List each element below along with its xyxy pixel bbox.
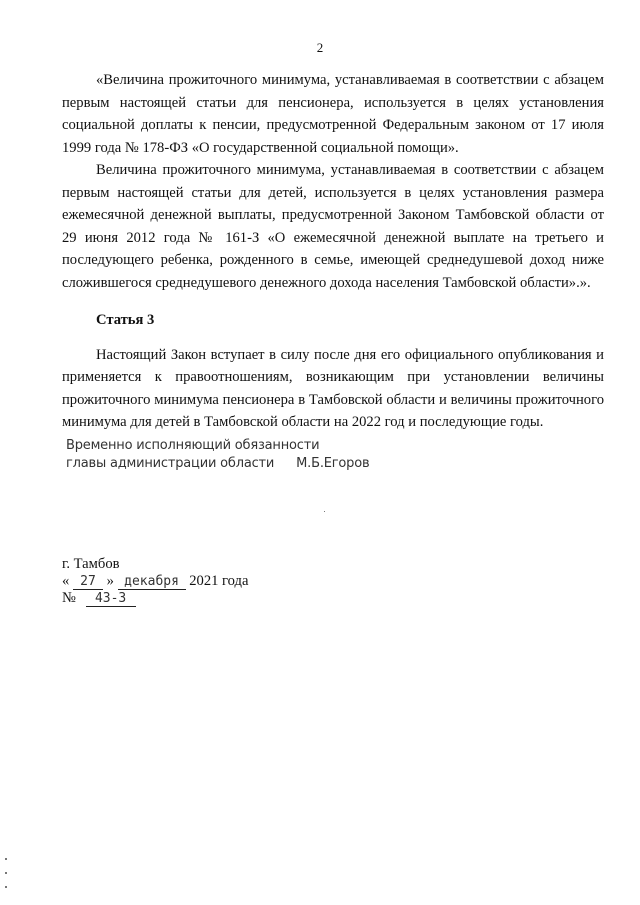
scan-speck bbox=[5, 858, 7, 860]
date-quote-close: » bbox=[106, 573, 114, 589]
law-number: 43-З bbox=[86, 592, 136, 607]
scan-speck bbox=[5, 872, 7, 874]
city: г. Тамбов bbox=[62, 556, 120, 572]
date-year: 2021 года bbox=[189, 573, 249, 589]
signatory-name: М.Б.Егоров bbox=[296, 456, 370, 471]
paragraph-pensioner: «Величина прожиточного минимума, устанавливаемая в соответствии с абзацем первым настоящей статьи для пенсионера, используется в целях установления социальной доплаты к пенсии, предусмотренной Федеральным законом от 17 июля 1999 года № 178-ФЗ «О государственной социальной помощи». bbox=[62, 72, 604, 156]
signature-title-text: главы администрации области bbox=[66, 456, 275, 471]
document-body bbox=[62, 69, 604, 434]
paragraph-children: Величина прожиточного минимума, устанавливаемая в соответствии с абзацем первым настоящей статьи для детей, используется в целях установления размера ежемесячной денежной выплаты, предусмотренной Законом Тамбовской области от 29 июня 2012 года № 161-З «О ежемесячной денежной выплате на третьего и последующего ребенка, рожденного в семье, имеющей среднедушевой доход ниже сложившегося среднедушевого денежного дохода населения Тамбовской области».». bbox=[62, 162, 604, 291]
date-month: декабря bbox=[118, 575, 186, 590]
page-number: 2 bbox=[316, 40, 324, 55]
article-heading: Статья 3 bbox=[96, 312, 155, 328]
date-day: 27 bbox=[73, 575, 103, 590]
number-sign: № bbox=[62, 590, 76, 606]
signature-block bbox=[66, 437, 369, 473]
scan-speck bbox=[5, 886, 7, 888]
scan-speck bbox=[324, 511, 325, 512]
article-text: Настоящий Закон вступает в силу после дня его официального опубликования и применяется к правоотношениям, возникающим при установлении величины прожиточного минимума пенсионера в Тамбовской области и величины прожиточного минимума для детей в Тамбовской области на 2022 год и последующие годы. bbox=[62, 346, 604, 430]
signature-title-line2 bbox=[66, 455, 369, 473]
document-footer bbox=[62, 556, 248, 607]
date-quote-open: « bbox=[62, 573, 70, 589]
signature-title-line1: Временно исполняющий обязанности bbox=[66, 438, 320, 453]
number-line bbox=[62, 590, 248, 607]
date-line bbox=[62, 573, 248, 590]
